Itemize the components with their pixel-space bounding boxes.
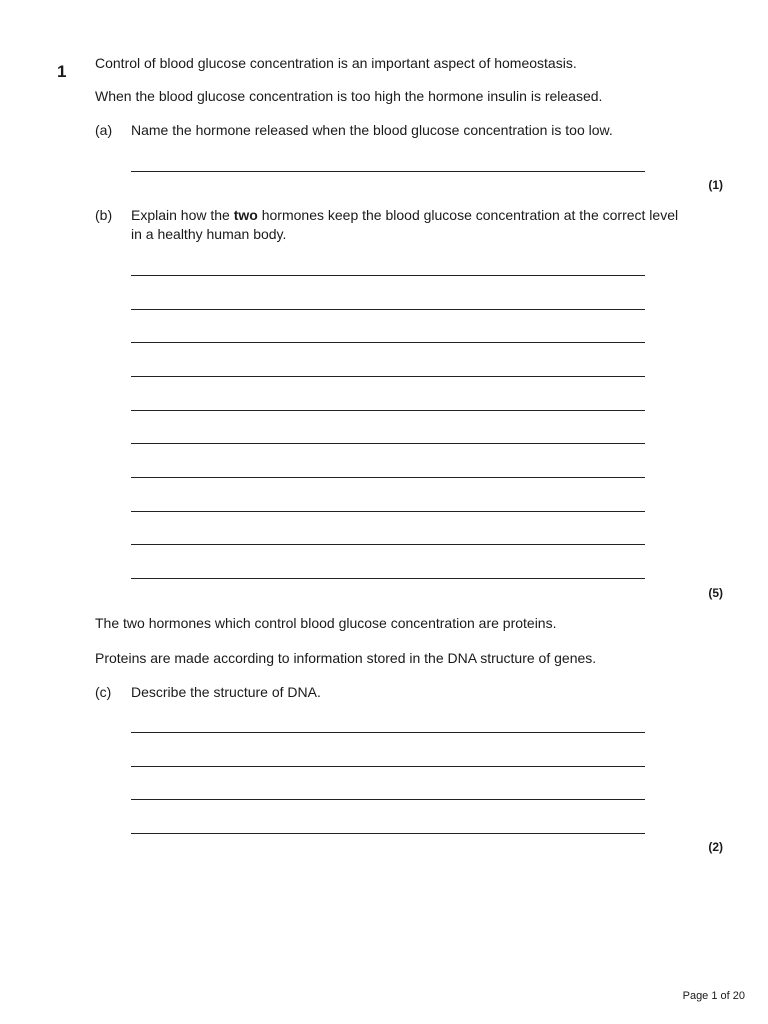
part-b-emphasis: two [233, 207, 258, 223]
part-b-label: (b) [95, 207, 113, 223]
part-b-text-after: hormones keep the blood glucose concentration at the correct level in a healthy human body. [131, 207, 679, 242]
answer-line-b6[interactable] [131, 443, 645, 444]
intro-sentence-1: Control of blood glucose concentration is an important aspect of homeostasis. [95, 55, 577, 71]
page-number: Page 1 of 20 [682, 990, 745, 1002]
part-c-question: Describe the structure of DNA. [131, 684, 321, 700]
question-number: 1 [57, 62, 67, 81]
part-b-question [131, 206, 691, 244]
answer-line-b10[interactable] [131, 578, 645, 579]
part-b-text-before: Explain how the [131, 207, 234, 223]
answer-line-a1[interactable] [131, 171, 645, 172]
answer-line-b4[interactable] [131, 376, 645, 377]
stem-sentence-2: Proteins are made according to information stored in the DNA structure of genes. [95, 650, 597, 666]
answer-line-c4[interactable] [131, 833, 645, 834]
answer-line-c3[interactable] [131, 799, 645, 800]
answer-line-b9[interactable] [131, 544, 645, 545]
part-c-label: (c) [95, 684, 112, 700]
answer-line-b1[interactable] [131, 275, 645, 276]
stem-sentence-1: The two hormones which control blood glucose concentration are proteins. [95, 615, 557, 631]
part-a-question: Name the hormone released when the blood glucose concentration is too low. [131, 122, 613, 138]
part-b-marks: (5) [708, 586, 723, 600]
part-a-marks: (1) [708, 178, 723, 192]
answer-line-c1[interactable] [131, 732, 645, 733]
part-c-marks: (2) [708, 840, 723, 854]
answer-line-b3[interactable] [131, 342, 645, 343]
intro-sentence-2: When the blood glucose concentration is too high the hormone insulin is released. [95, 88, 603, 104]
answer-line-b8[interactable] [131, 511, 645, 512]
part-a-label: (a) [95, 122, 113, 138]
answer-line-b5[interactable] [131, 410, 645, 411]
answer-line-c2[interactable] [131, 766, 645, 767]
answer-line-b2[interactable] [131, 309, 645, 310]
answer-line-b7[interactable] [131, 477, 645, 478]
